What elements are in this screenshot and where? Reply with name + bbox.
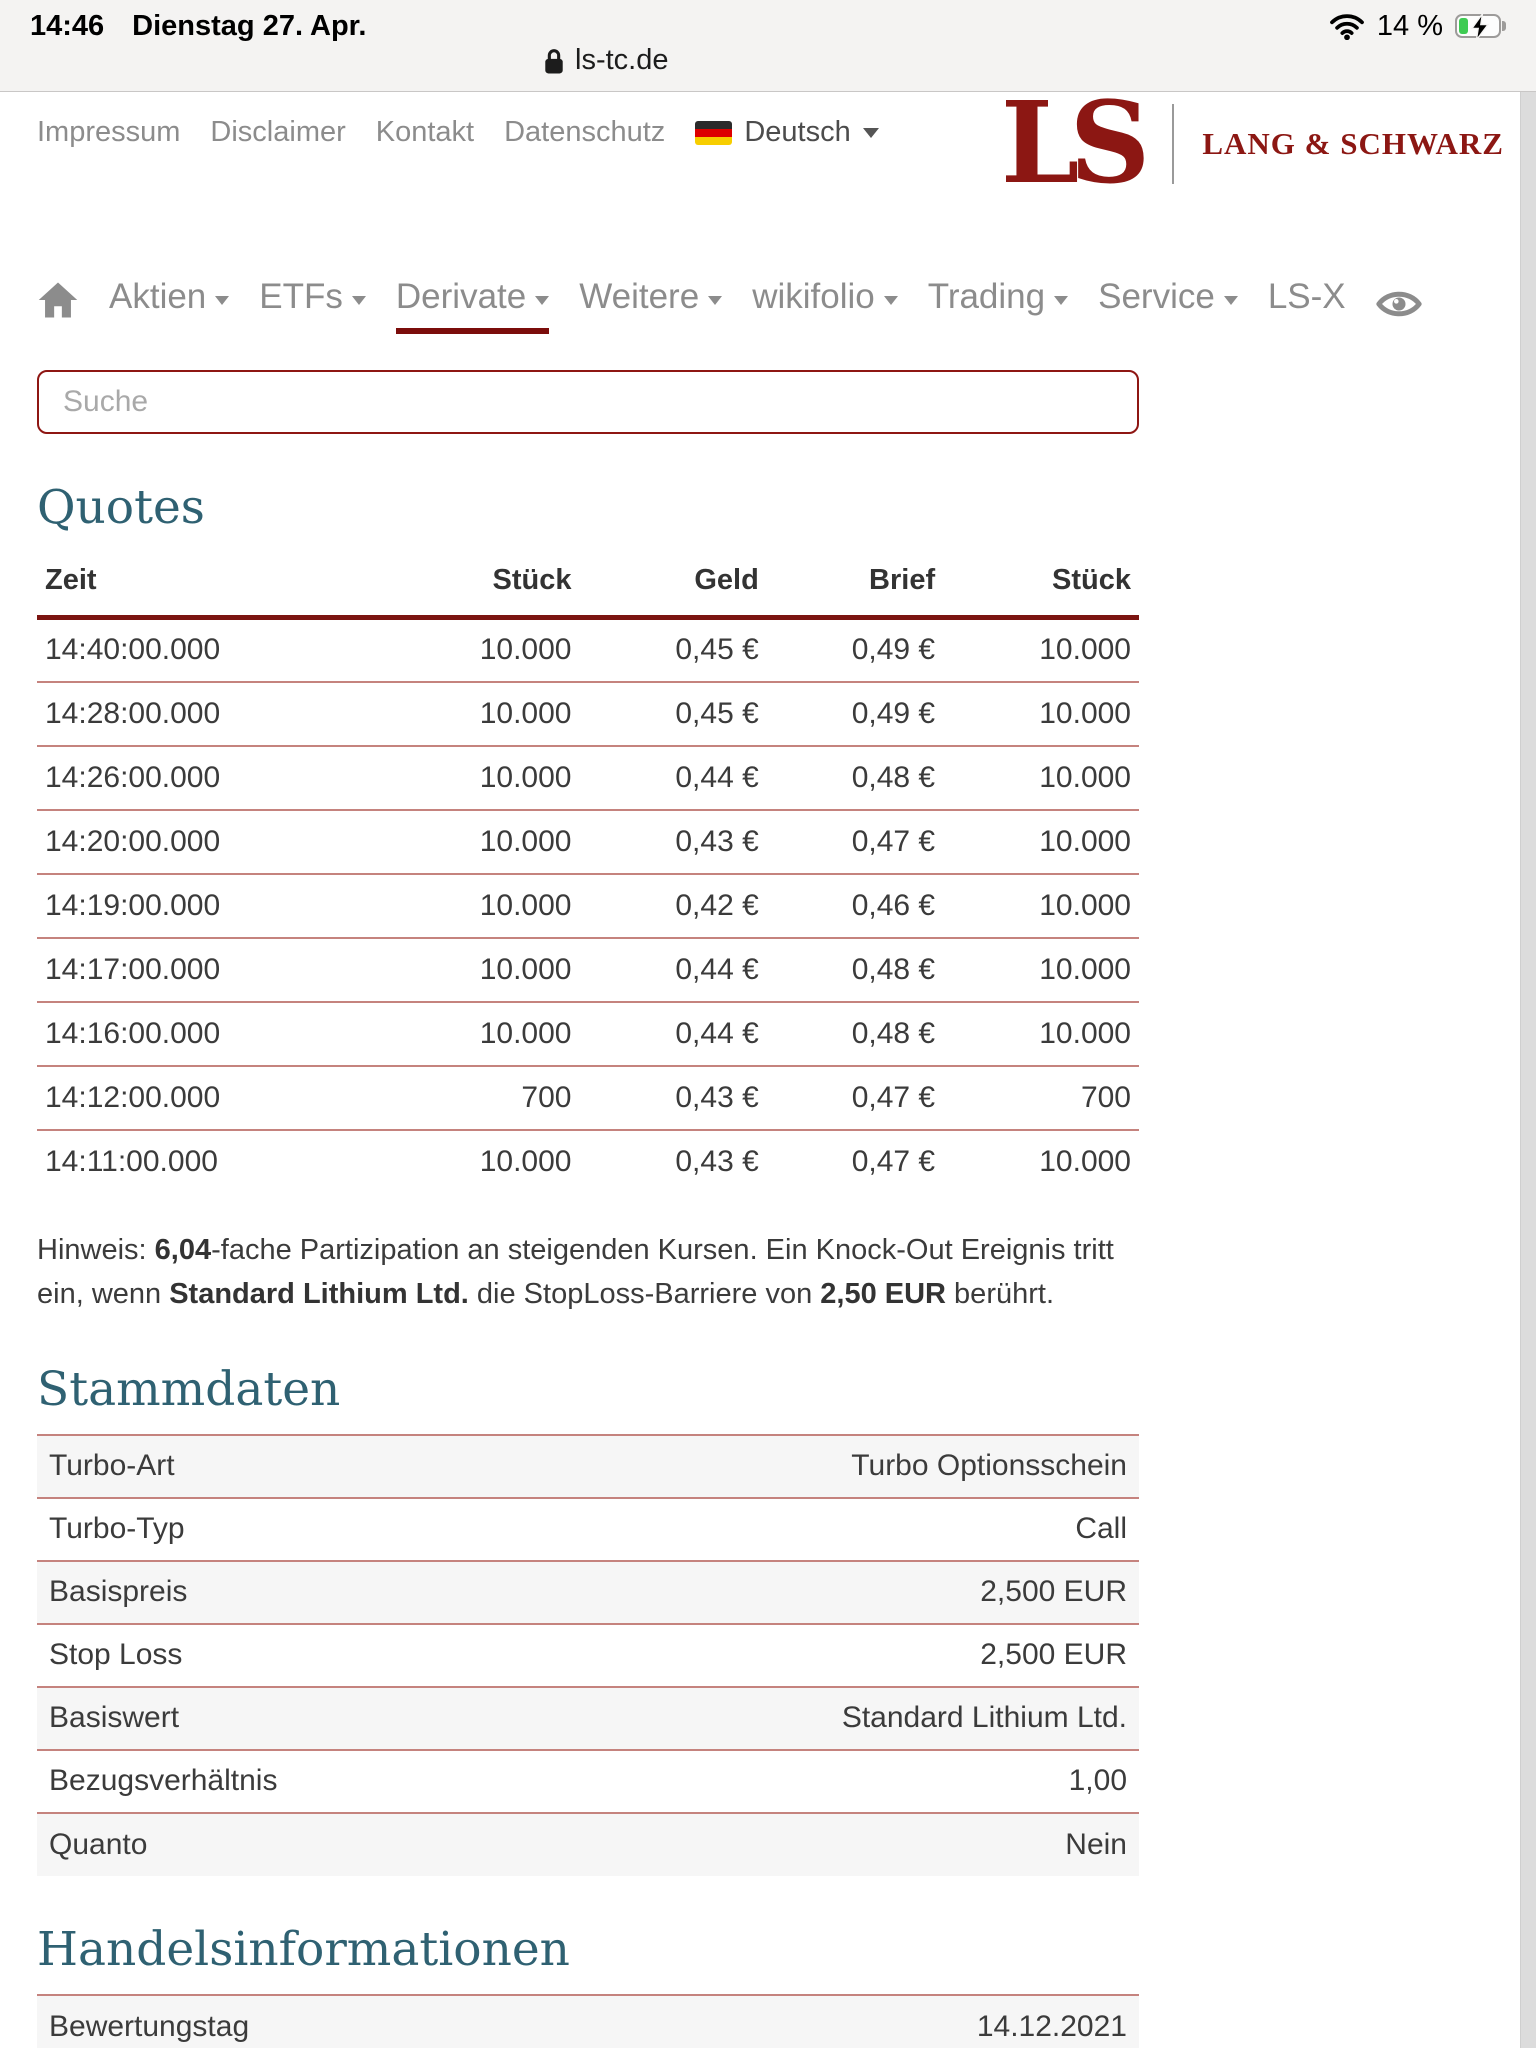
table-row	[37, 1498, 1139, 1561]
handelsinformationen-table	[37, 1994, 1139, 2048]
top-link-kontakt[interactable]: Kontakt	[375, 116, 475, 148]
table-row	[37, 1687, 1139, 1750]
cell: 0,49 €	[759, 618, 935, 682]
cell: 10.000	[478, 938, 572, 1002]
hinweis-segment: die StopLoss-Barriere von	[468, 1277, 821, 1310]
row-value: 2,500 EUR	[530, 1561, 1139, 1624]
lock-icon	[543, 47, 565, 75]
table-row	[37, 1435, 1139, 1498]
cell: 10.000	[478, 682, 572, 746]
nav-item-label: Weitere	[579, 277, 700, 316]
hinweis-segment: Hinweis:	[37, 1233, 155, 1266]
column-header-brief: Brief	[759, 552, 935, 618]
chevron-down-icon	[1054, 296, 1068, 305]
hinweis-segment: 2,50 EUR	[820, 1277, 946, 1310]
stammdaten-table	[37, 1434, 1139, 1876]
column-header-zeit: Zeit	[37, 552, 478, 618]
table-row	[37, 1130, 1139, 1194]
cell: 10.000	[1039, 1145, 1131, 1178]
cell: 0,44 €	[571, 1002, 758, 1066]
row-label: Turbo-Art	[37, 1435, 530, 1498]
chevron-down-icon	[535, 296, 549, 305]
nav-item-label: Trading	[927, 277, 1046, 316]
hinweis-segment: 6,04	[154, 1233, 212, 1266]
table-row	[37, 1995, 1139, 2048]
cell: 10.000	[935, 618, 1139, 682]
cell: 0,48 €	[759, 938, 935, 1002]
row-label: Turbo-Typ	[37, 1498, 530, 1561]
nav-item-trading[interactable]	[928, 278, 1068, 334]
cell: 14:28:00.000	[37, 682, 478, 746]
chevron-down-icon	[352, 296, 366, 305]
cell: 0,45 €	[571, 682, 758, 746]
nav-item-derivate[interactable]	[396, 278, 549, 334]
cell: 10.000	[935, 938, 1139, 1002]
row-label: Basiswert	[37, 1687, 530, 1750]
stammdaten-body	[37, 1435, 1139, 1876]
quotes-heading: Quotes	[37, 480, 205, 535]
row-label: Basispreis	[37, 1561, 530, 1624]
chevron-down-icon	[1224, 296, 1238, 305]
row-value: 14.12.2021	[976, 2009, 1127, 2043]
nav-item-weitere[interactable]	[579, 278, 722, 334]
language-label: Deutsch	[744, 116, 851, 148]
brand-divider	[1172, 104, 1174, 184]
top-link-datenschutz[interactable]: Datenschutz	[504, 116, 666, 148]
nav-item-service[interactable]	[1098, 278, 1238, 334]
cell: 14:16:00.000	[37, 1002, 478, 1066]
cell: 0,43 €	[571, 810, 758, 874]
nav-item-label: Derivate	[395, 277, 527, 316]
cell: 0,47 €	[759, 1066, 935, 1130]
row-label: Quanto	[49, 1827, 148, 1861]
table-row	[37, 1561, 1139, 1624]
hinweis-text	[37, 1228, 1139, 1316]
table-row	[37, 1750, 1139, 1813]
brand-name: LANG & SCHWARZ	[1202, 126, 1504, 161]
status-bar-right	[1329, 10, 1506, 43]
cell: 10.000	[478, 746, 572, 810]
page-scroll-gutter[interactable]	[1520, 92, 1536, 2048]
nav-item-wikifolio[interactable]	[752, 278, 898, 334]
web-page	[0, 92, 1520, 2048]
browser-chrome	[0, 0, 1536, 92]
cell: 14:17:00.000	[37, 938, 478, 1002]
cell: 14:40:00.000	[37, 618, 478, 682]
cell: 0,49 €	[759, 682, 935, 746]
table-row	[37, 938, 1139, 1002]
home-icon[interactable]	[37, 280, 79, 334]
cell: 14:26:00.000	[37, 746, 478, 810]
cell: 0,47 €	[851, 1145, 936, 1178]
top-links	[37, 116, 665, 149]
cell: 0,48 €	[759, 1002, 935, 1066]
column-header-st-ck: Stück	[478, 552, 572, 618]
wifi-icon	[1329, 13, 1365, 40]
row-value: Turbo Optionsschein	[530, 1435, 1139, 1498]
cell: 0,43 €	[675, 1145, 759, 1178]
cell: 14:19:00.000	[37, 874, 478, 938]
nav-item-label: Aktien	[109, 277, 207, 316]
table-row	[37, 1813, 1139, 1876]
main-nav	[37, 278, 1520, 334]
row-label: Bewertungstag	[49, 2009, 250, 2043]
german-flag-icon	[695, 121, 732, 145]
cell: 0,48 €	[759, 746, 935, 810]
chevron-down-icon	[215, 296, 229, 305]
hinweis-segment: berührt.	[946, 1277, 1054, 1310]
nav-item-etfs[interactable]	[259, 278, 366, 334]
table-row	[37, 874, 1139, 938]
table-row	[37, 1002, 1139, 1066]
table-row	[37, 682, 1139, 746]
cell: 0,42 €	[571, 874, 758, 938]
status-bar-left	[30, 10, 366, 43]
row-label: Bezugsverhältnis	[37, 1750, 530, 1813]
table-row	[37, 618, 1139, 682]
brand-ls-monogram: LS	[1000, 92, 1141, 209]
nav-item-ls-x[interactable]	[1268, 278, 1346, 334]
cell: 14:20:00.000	[37, 810, 478, 874]
search-input[interactable]	[37, 370, 1139, 434]
battery-charging-icon	[1455, 14, 1506, 38]
nav-item-aktien[interactable]	[109, 278, 229, 334]
nav-item-label: ETFs	[259, 277, 343, 316]
nav-item-label: LS-X	[1267, 277, 1346, 316]
chevron-down-icon	[708, 296, 722, 305]
cell: 700	[478, 1066, 572, 1130]
cell: 0,46 €	[759, 874, 935, 938]
cell: 14:12:00.000	[37, 1066, 478, 1130]
cell: 10.000	[935, 810, 1139, 874]
status-bar	[0, 0, 1536, 44]
watchlist-eye-icon[interactable]	[1376, 288, 1422, 334]
quotes-table	[37, 552, 1139, 1194]
cell: 10.000	[478, 810, 572, 874]
hinweis-segment: Standard Lithium Ltd.	[169, 1277, 469, 1310]
row-value: 1,00	[530, 1750, 1139, 1813]
row-value: Standard Lithium Ltd.	[530, 1687, 1139, 1750]
chevron-down-icon	[863, 128, 879, 138]
cell: 0,44 €	[571, 938, 758, 1002]
site-header	[0, 92, 1520, 214]
quotes-header-row	[37, 552, 1139, 618]
handelsinformationen-heading: Handelsinformationen	[37, 1921, 570, 1977]
row-value: 2,500 EUR	[530, 1624, 1139, 1687]
table-row	[37, 746, 1139, 810]
cell: 0,45 €	[571, 618, 758, 682]
row-value: Nein	[1065, 1827, 1127, 1861]
cell: 0,47 €	[759, 810, 935, 874]
top-link-impressum[interactable]: Impressum	[37, 116, 181, 148]
cell: 14:11:00.000	[45, 1145, 218, 1178]
nav-item-label: Service	[1098, 277, 1215, 316]
chevron-down-icon	[884, 296, 898, 305]
stammdaten-heading: Stammdaten	[37, 1361, 341, 1417]
url-bar[interactable]	[0, 44, 1536, 88]
cell: 0,43 €	[571, 1066, 758, 1130]
status-date: Dienstag 27. Apr.	[132, 9, 367, 42]
row-label: Stop Loss	[37, 1624, 530, 1687]
nav-item-label: wikifolio	[752, 277, 875, 316]
cell: 10.000	[935, 1002, 1139, 1066]
hinweis-segment: -fache Partizipation an steigenden Kursen. Ein Knock-Out Ereignis tritt ein, wenn	[37, 1233, 1114, 1310]
cell: 10.000	[935, 746, 1139, 810]
quotes-body	[37, 618, 1139, 1194]
url-text: ls-tc.de	[575, 44, 669, 76]
main-nav-items	[109, 278, 1346, 334]
status-time: 14:46	[30, 9, 105, 42]
battery-percent: 14 %	[1376, 9, 1443, 42]
cell: 10.000	[479, 1145, 572, 1178]
top-link-disclaimer[interactable]: Disclaimer	[210, 116, 346, 148]
cell: 10.000	[478, 874, 572, 938]
cell: 10.000	[935, 682, 1139, 746]
table-row	[37, 1066, 1139, 1130]
table-row	[37, 810, 1139, 874]
language-selector[interactable]	[695, 116, 878, 149]
table-row	[37, 1624, 1139, 1687]
cell: 0,44 €	[571, 746, 758, 810]
handelsinfo-body	[37, 1995, 1139, 2048]
column-header-geld: Geld	[571, 552, 758, 618]
column-header-st-ck: Stück	[935, 552, 1139, 618]
brand-logo[interactable]	[1000, 92, 1504, 209]
cell: 10.000	[478, 618, 572, 682]
row-value: Call	[530, 1498, 1139, 1561]
cell: 10.000	[478, 1002, 572, 1066]
cell: 10.000	[935, 874, 1139, 938]
cell: 700	[935, 1066, 1139, 1130]
